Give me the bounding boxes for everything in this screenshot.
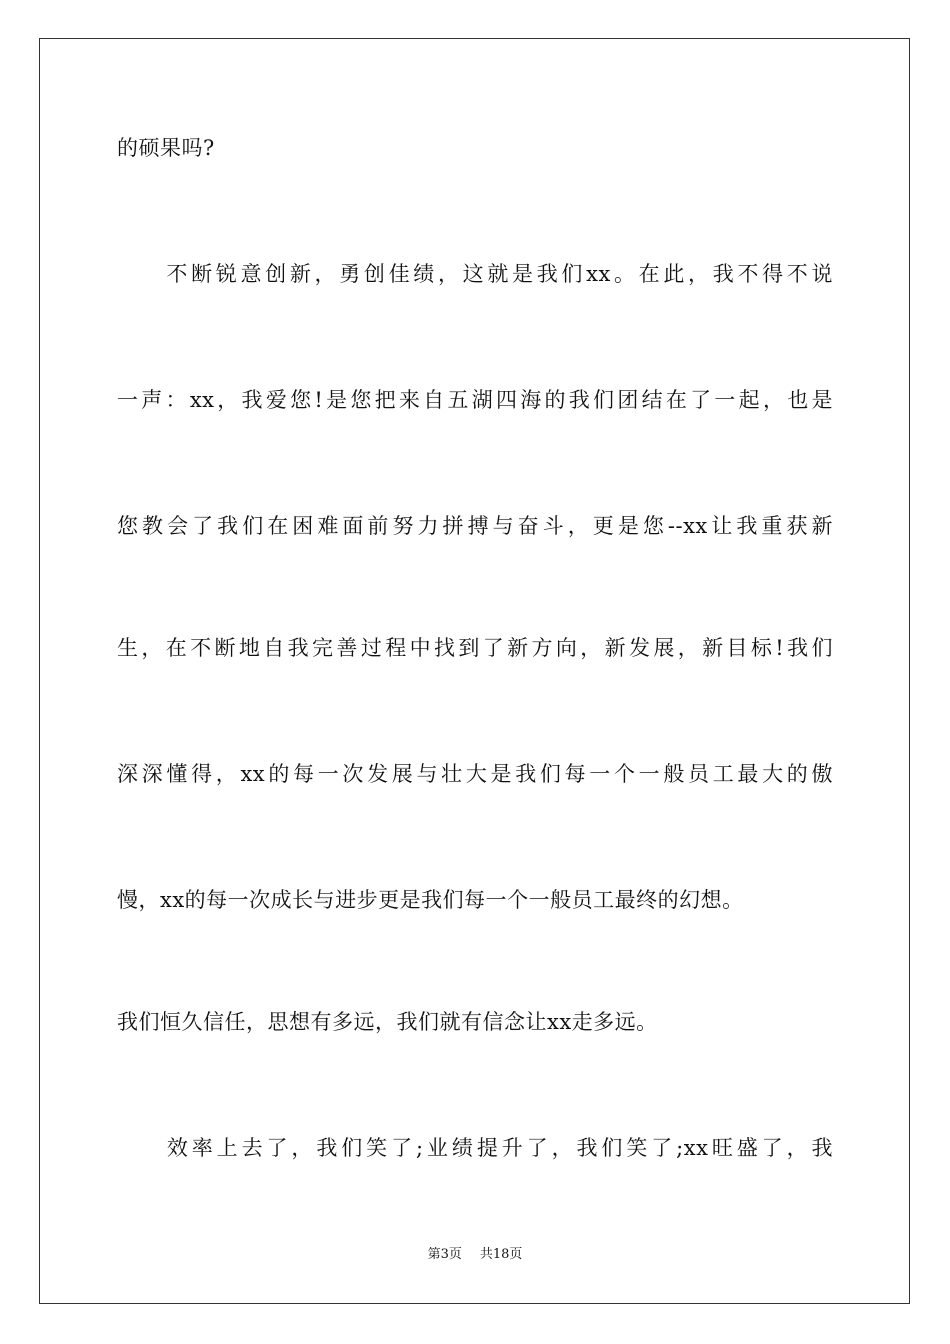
paragraph-line: 的硕果吗? [117, 136, 215, 160]
paragraph-line: 效率上去了，我们笑了;业绩提升了，我们笑了;xx旺盛了，我 [117, 1136, 833, 1160]
paragraph-line: 慢，xx的每一次成长与进步更是我们每一个一般员工最终的幻想。 [117, 888, 744, 912]
paragraph-line: 深深懂得，xx的每一次发展与壮大是我们每一个一般员工最大的傲 [117, 762, 833, 786]
paragraph-line: 您教会了我们在困难面前努力拼搏与奋斗，更是您--xx让我重获新 [117, 514, 833, 538]
paragraph-line: 一声：xx，我爱您!是您把来自五湖四海的我们团结在了一起，也是 [117, 388, 833, 412]
paragraph-line: 生，在不断地自我完善过程中找到了新方向，新发展，新目标!我们 [117, 636, 833, 660]
total-pages: 共18页 [479, 1247, 523, 1262]
paragraph-line: 我们恒久信任，思想有多远，我们就有信念让xx走多远。 [117, 1010, 658, 1034]
page-frame [39, 38, 910, 1304]
page-number: 第3页 [427, 1247, 462, 1262]
paragraph-line: 不断锐意创新，勇创佳绩，这就是我们xx。在此，我不得不说 [117, 262, 833, 286]
page-footer [0, 1246, 950, 1264]
